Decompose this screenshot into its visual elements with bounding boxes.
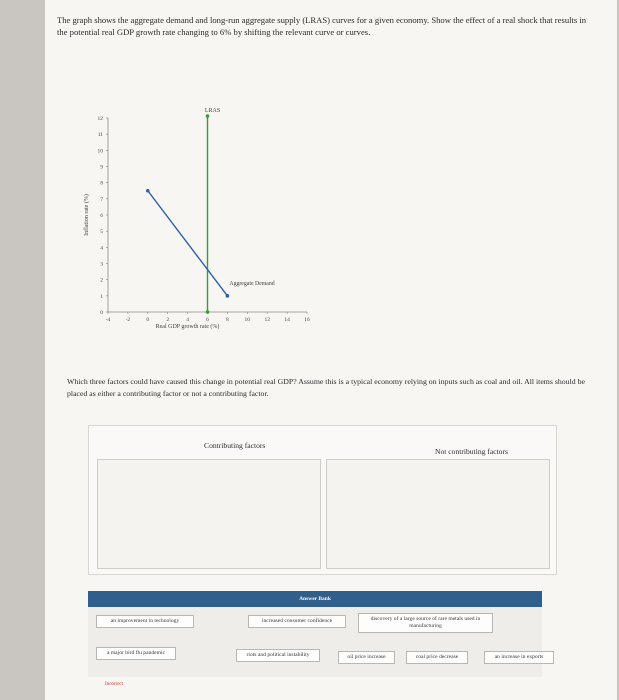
y-tick-label: 8 — [100, 180, 103, 187]
answer-chip[interactable]: an improvement in technology — [96, 615, 194, 628]
y-tick-label: 5 — [100, 229, 103, 236]
lras-label: LRAS — [204, 108, 221, 114]
x-tick-label: 16 — [304, 317, 310, 323]
x-axis-label: Real GDP growth rate (%) — [155, 324, 220, 330]
x-tick-label: 2 — [166, 317, 170, 323]
question-page — [45, 0, 617, 700]
y-tick-label: 0 — [100, 310, 103, 316]
y-tick-label: 7 — [100, 196, 103, 203]
x-tick-label: 8 — [226, 317, 229, 323]
answer-chip[interactable]: increased consumer confidence — [248, 615, 346, 628]
x-tick-label: 12 — [264, 317, 270, 323]
x-tick-label: 0 — [146, 317, 150, 323]
answer-chip[interactable]: oil price increase — [338, 651, 395, 664]
y-tick-label: 11 — [97, 132, 103, 139]
aggregate-demand-line — [148, 191, 228, 296]
y-tick-label: 6 — [100, 213, 103, 219]
aggregate-demand-label: Aggregate Demand — [229, 280, 275, 287]
x-tick-label: 14 — [284, 317, 290, 323]
y-tick-label: 9 — [100, 164, 103, 171]
status-indicator: Incorrect — [105, 682, 124, 687]
not-contributing-factors-label: Not contributing factors — [435, 447, 508, 456]
answer-chip[interactable]: riots and political instability — [236, 649, 320, 662]
not-contributing-factors-dropzone[interactable] — [326, 459, 550, 569]
contributing-factors-label: Contributing factors — [204, 441, 266, 450]
answer-chip[interactable]: coal price decrease — [406, 651, 468, 664]
question-text: Which three factors could have caused this change in potential real GDP? Assume this is a typical economy relying on inputs such as coal and oil. All items should be placed as either a contributing factor or not a contributing factor. — [67, 377, 585, 398]
y-tick-label: 10 — [97, 148, 103, 155]
x-tick-label: -4 — [105, 317, 111, 323]
aggregate-demand-endpoint — [226, 294, 230, 298]
answer-bank-header: Answer Bank — [88, 591, 542, 607]
y-tick-label: 4 — [100, 245, 103, 252]
x-tick-label: -2 — [125, 317, 131, 323]
y-tick-label: 2 — [100, 277, 103, 284]
lras-endpoint — [206, 310, 210, 314]
sorting-area — [88, 425, 557, 575]
aggregate-demand-endpoint — [146, 189, 150, 193]
ad-lras-graph[interactable] — [45, 0, 617, 360]
question-prompt: The graph shows the aggregate demand and long-run aggregate supply (LRAS) curves for a given economy. Show the effect of a real shock that results in the potential real GDP growth rate changing to 6% by shifting the relevant curve or curves. — [57, 15, 587, 37]
answer-chip[interactable]: an increase in exports — [484, 651, 554, 664]
x-tick-label: 6 — [206, 317, 209, 323]
x-tick-label: 10 — [244, 317, 251, 323]
x-tick-label: 4 — [186, 317, 189, 323]
answer-bank — [88, 607, 542, 677]
y-tick-label: 1 — [100, 293, 103, 300]
lras-endpoint — [206, 114, 210, 118]
answer-chip[interactable]: a major bird flu pandemic — [96, 647, 176, 660]
answer-chip[interactable]: discovery of a large source of rare metals used in manufacturing — [358, 613, 493, 633]
contributing-factors-dropzone[interactable] — [97, 459, 321, 569]
y-tick-label: 3 — [100, 261, 103, 268]
y-tick-label: 12 — [97, 116, 103, 122]
y-axis-label: Inflation rate (%) — [84, 194, 90, 236]
